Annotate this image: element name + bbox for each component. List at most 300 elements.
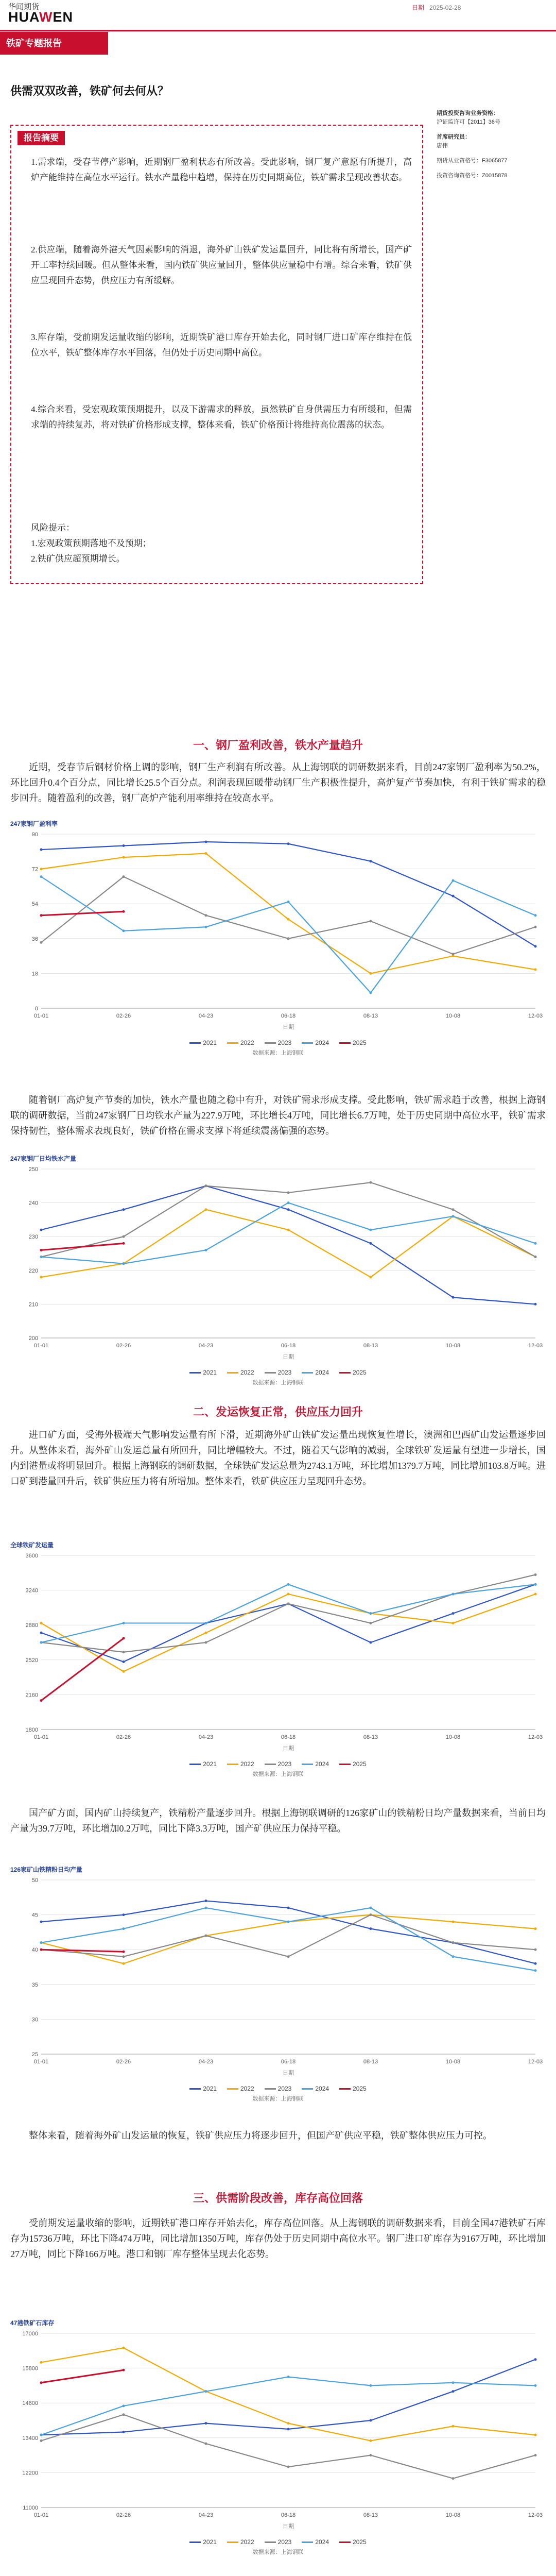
data-point-2025: [123, 910, 125, 913]
legend-label: 2024: [315, 1760, 329, 1768]
legend-item: [265, 1369, 292, 1376]
data-point-2021: [40, 1921, 43, 1923]
advisory-no: 投资咨询资格号：Z0015878: [437, 173, 508, 179]
data-point-2024: [452, 1593, 455, 1596]
data-point-2022: [40, 2361, 43, 2364]
legend-item: [265, 1039, 292, 1046]
section-2-paragraph-1: 进口矿方面，受海外极端天气影响发运量有所下滑，近期海外矿山铁矿发运量出现恢复性增长，澳洲和巴西矿山发运量逐步回升。从整体来看，海外矿山发运总量有所回升，同比增幅较大。不过，随着天气影响的减弱，全球铁矿发运量有望进一步增长，国内到港量或将明显回升。根据上海钢联的调研数据，全球铁矿发运总量为2743.1万吨，环比增加1379.7万吨，同比增加103.8万吨。进口矿到港量回升后，铁矿供应压力将有所增加。整体来看，铁矿供应压力呈现回升态势。: [10, 1430, 546, 1486]
legend-item: [339, 2538, 367, 2546]
legend-label: 2025: [353, 2538, 367, 2546]
series-line-2023: [41, 877, 535, 954]
y-tick-label: 72: [31, 866, 38, 873]
data-point-2023: [40, 2439, 43, 2442]
legend-item: [189, 2538, 217, 2546]
x-tick-label: 02-26: [116, 1013, 131, 1019]
qualification-no: 期货从业资格号：F3065877: [437, 158, 508, 164]
data-point-2022: [452, 1921, 455, 1923]
legend-item: [227, 1039, 254, 1046]
y-tick-label: 14600: [22, 2400, 38, 2407]
data-point-2023: [452, 1208, 455, 1211]
x-tick-label: 06-18: [281, 1013, 296, 1019]
y-tick-label: 3600: [25, 1553, 38, 1559]
data-point-2023: [40, 941, 43, 944]
legend-item: [339, 1039, 367, 1046]
chart-profit-rate: [10, 819, 546, 1057]
legend-item: [227, 1760, 254, 1768]
data-point-2023: [123, 1955, 125, 1958]
legend-swatch: [227, 1764, 238, 1765]
series-line-2024: [41, 2377, 535, 2435]
section-2-paragraph-2: 国产矿方面，国内矿山持续复产，铁精粉产量逐步回升。根据上海钢联调研的126家矿山的铁精粉日均产量数据来看，当前日均产量为39.7万吨，环比增加0.2万吨，同比下降3.3万吨，国产矿供应压力保持平稳。: [10, 1808, 546, 1834]
legend-label: 2021: [203, 1039, 217, 1046]
chart-legend: [10, 1760, 546, 1768]
x-tick-label: 08-13: [363, 1343, 378, 1349]
legend-label: 2022: [240, 1760, 254, 1768]
data-point-2021: [123, 1660, 125, 1663]
x-tick-label: 12-03: [528, 2512, 543, 2518]
data-point-2022: [287, 2422, 290, 2425]
series-line-2025: [41, 1950, 124, 1952]
x-tick-label: 04-23: [198, 1734, 214, 1740]
report-date: 日期 2025-02-28: [412, 4, 461, 11]
data-point-2022: [370, 1276, 372, 1278]
data-point-2021: [205, 2422, 207, 2425]
data-point-2024: [534, 914, 537, 917]
data-point-2024: [534, 1242, 537, 1245]
legend-label: 2023: [277, 1760, 292, 1768]
data-point-2024: [370, 2384, 372, 2387]
legend-label: 2022: [240, 1369, 254, 1376]
y-tick-label: 200: [28, 1335, 38, 1342]
data-point-2023: [123, 1651, 125, 1653]
y-tick-label: 220: [28, 1267, 38, 1274]
legend-swatch: [189, 1042, 201, 1044]
series-line-2022: [41, 854, 535, 974]
chart-legend: [10, 2538, 546, 2546]
report-category-tag: 铁矿专题报告: [0, 32, 108, 55]
data-point-2021: [370, 860, 372, 862]
legend-item: [227, 1369, 254, 1376]
data-point-2025: [40, 1249, 43, 1251]
data-point-2023: [287, 1955, 290, 1958]
report-title: 供需双双改善，铁矿何去何从？: [10, 84, 169, 97]
data-point-2023: [205, 1184, 207, 1187]
y-tick-label: 15800: [22, 2365, 38, 2372]
legend-swatch: [265, 1372, 276, 1374]
data-point-2024: [452, 1215, 455, 1217]
data-point-2021: [40, 1229, 43, 1231]
legend-swatch: [302, 2088, 313, 2090]
data-point-2024: [40, 1641, 43, 1644]
legend-item: [302, 1760, 329, 1768]
legend-label: 2024: [315, 2085, 329, 2092]
data-point-2022: [123, 1962, 125, 1965]
legend-label: 2022: [240, 1039, 254, 1046]
y-tick-label: 3240: [25, 1587, 38, 1594]
data-point-2024: [370, 1612, 372, 1615]
legend-item: [302, 1369, 329, 1376]
data-point-2025: [123, 1951, 125, 1953]
chart-svg: [10, 1549, 546, 1760]
series-line-2021: [41, 1901, 535, 1964]
data-point-2025: [40, 1948, 43, 1951]
x-tick-label: 06-18: [281, 2512, 296, 2518]
x-tick-label: 04-23: [198, 2512, 214, 2518]
legend-swatch: [189, 1372, 201, 1374]
summary-paragraph-4: 4.综合来看，受宏观政策预期提升，以及下游需求的释放，虽然铁矿自身供需压力有所缓和，但需求端的持续复苏，将对铁矿价格形成支撑，整体来看，铁矿价格预计将维持高位震荡的状态。: [31, 404, 412, 430]
legend-item: [302, 2538, 329, 2546]
x-tick-label: 12-03: [528, 1734, 543, 1740]
legend-item: [265, 1760, 292, 1768]
data-point-2023: [452, 953, 455, 955]
data-point-2024: [205, 926, 207, 928]
data-point-2021: [452, 895, 455, 897]
section-2-paragraph-3: 整体来看，随着海外矿山发运量的恢复，铁矿供应压力将逐步回升，但国产矿供应平稳，铁矿整体供应压力可控。: [29, 2130, 492, 2141]
data-point-2021: [123, 1913, 125, 1916]
chart-title: 47港铁矿石库存: [10, 2319, 55, 2327]
x-tick-label: 01-01: [33, 2059, 49, 2065]
data-point-2022: [534, 1927, 537, 1930]
chart-svg: [10, 1874, 546, 2085]
x-tick-label: 08-13: [363, 2059, 378, 2065]
y-tick-label: 11000: [23, 2505, 38, 2511]
legend-label: 2025: [353, 2085, 367, 2092]
data-point-2023: [534, 1948, 537, 1951]
chart-legend: [10, 1039, 546, 1046]
legend-item: [339, 1369, 367, 1376]
legend-label: 2025: [353, 1369, 367, 1376]
legend-swatch: [227, 2088, 238, 2090]
data-point-2021: [452, 1296, 455, 1299]
y-tick-label: 2520: [25, 1657, 38, 1664]
data-point-2021: [40, 1632, 43, 1634]
legend-label: 2024: [315, 2538, 329, 2546]
data-point-2023: [123, 875, 125, 878]
data-point-2022: [205, 1208, 207, 1211]
summary-paragraph-1: 1.需求端，受春节停产影响，近期钢厂盈利状态有所改善。受此影响，钢厂复产意愿有所提升，高炉产能维持在高位水平运行。铁水产量稳中趋增，保持在历史同期高位，铁矿需求呈现改善状态。: [31, 157, 412, 182]
data-point-2023: [370, 2454, 372, 2456]
chart-source: 数据来源：上海钢联: [252, 1380, 304, 1386]
data-point-2021: [452, 2390, 455, 2393]
x-tick-label: 12-03: [528, 1013, 543, 1019]
y-tick-label: 240: [28, 1200, 38, 1207]
data-point-2023: [370, 1622, 372, 1624]
data-point-2022: [452, 1622, 455, 1624]
y-tick-label: 35: [31, 1981, 38, 1988]
summary-risk-item: 1.宏观政策预期落地不及预期；: [31, 538, 151, 548]
summary-risk-item: 2.铁矿供应超预期增长。: [31, 554, 125, 564]
legend-item: [189, 1369, 217, 1376]
data-point-2021: [452, 1612, 455, 1615]
x-tick-label: 08-13: [363, 1013, 378, 1019]
legend-swatch: [339, 2088, 351, 2090]
data-point-2022: [123, 856, 125, 859]
legend-item: [265, 2085, 292, 2092]
data-point-2021: [123, 844, 125, 847]
data-point-2024: [287, 1921, 290, 1923]
analyst-name: 唐伟: [437, 143, 448, 149]
data-point-2023: [452, 2477, 455, 2480]
y-tick-label: 54: [31, 901, 38, 908]
legend-swatch: [189, 1764, 201, 1765]
series-line-2022: [41, 2348, 535, 2441]
y-tick-label: 17000: [22, 2331, 38, 2337]
x-tick-label: 01-01: [33, 1013, 49, 1019]
chart-svg: [10, 1163, 546, 1369]
x-tick-label: 10-08: [445, 1013, 461, 1019]
x-tick-label: 06-18: [281, 2059, 296, 2065]
y-tick-label: 18: [31, 971, 38, 977]
data-point-2025: [40, 914, 43, 917]
x-tick-label: 12-03: [528, 1343, 543, 1349]
data-point-2023: [123, 1235, 125, 1238]
legend-item: [302, 1039, 329, 1046]
data-point-2024: [205, 1249, 207, 1251]
data-point-2024: [123, 1262, 125, 1265]
x-axis-label: 日期: [283, 2523, 294, 2530]
x-tick-label: 12-03: [528, 2059, 543, 2065]
x-tick-label: 02-26: [116, 1343, 131, 1349]
license-label: 期货投资咨询业务资格：: [437, 110, 499, 116]
data-point-2023: [205, 1935, 207, 1937]
data-point-2024: [123, 929, 125, 932]
data-point-2022: [205, 1632, 207, 1634]
chart-title: 全球铁矿发运量: [10, 1541, 54, 1549]
x-tick-label: 02-26: [116, 1734, 131, 1740]
data-point-2024: [534, 1583, 537, 1586]
legend-label: 2025: [353, 1039, 367, 1046]
x-tick-label: 02-26: [116, 2059, 131, 2065]
data-point-2024: [205, 2390, 207, 2393]
legend-item: [339, 1760, 367, 1768]
legend-swatch: [265, 2541, 276, 2543]
y-tick-label: 30: [31, 2016, 38, 2023]
data-point-2024: [287, 901, 290, 903]
legend-label: 2024: [315, 1369, 329, 1376]
chart-source: 数据来源：上海钢联: [252, 1050, 304, 1056]
x-axis-label: 日期: [283, 1024, 294, 1030]
data-point-2022: [287, 918, 290, 921]
summary-paragraph-3: 3.库存端，受前期发运量收缩的影响，近期铁矿港口库存开始去化，同时钢厂进口矿库存维持在低位水平，铁矿整体库存水平回落，但仍处于历史同期中高位。: [31, 332, 412, 358]
section-1-paragraph-2: 随着钢厂高炉复产节奏的加快，铁水产量也随之稳中有升，对铁矿需求形成支撑。受此影响，铁矿需求趋于改善，根据上海钢联的调研数据，当前247家钢厂日均铁水产量为227.9万吨，环比增长4万吨，同比增长6.7万吨，处于历史同期中高位水平，铁矿需求保持韧性，整体需求表现良好，铁矿价格在需求支撑下将延续震荡偏强的态势。: [10, 1095, 546, 1136]
chart-title: 247家钢厂盈利率: [10, 820, 58, 827]
data-point-2023: [287, 1602, 290, 1605]
legend-swatch: [227, 1372, 238, 1374]
x-tick-label: 01-01: [33, 2512, 49, 2518]
legend-label: 2023: [277, 1369, 292, 1376]
data-point-2021: [534, 1303, 537, 1306]
legend-swatch: [339, 2541, 351, 2543]
x-tick-label: 04-23: [198, 1343, 214, 1349]
data-point-2021: [287, 2428, 290, 2430]
data-point-2023: [287, 1191, 290, 1194]
data-point-2022: [534, 2434, 537, 2436]
legend-label: 2025: [353, 1760, 367, 1768]
legend-item: [189, 1039, 217, 1046]
series-line-2024: [41, 877, 535, 993]
chart-source: 数据来源：上海钢联: [252, 2549, 304, 2555]
data-point-2022: [40, 1622, 43, 1624]
data-point-2021: [123, 2431, 125, 2433]
series-line-2021: [41, 1584, 535, 1662]
chart-svg: [10, 2327, 546, 2538]
chart-legend: [10, 1369, 546, 1376]
chart-title: 126家矿山铁精粉日均产量: [10, 1866, 83, 1873]
legend-item: [189, 2085, 217, 2092]
y-tick-label: 12200: [22, 2470, 38, 2477]
data-point-2023: [534, 1573, 537, 1576]
x-tick-label: 01-01: [33, 1343, 49, 1349]
data-point-2022: [534, 1593, 537, 1596]
legend-swatch: [189, 2541, 201, 2543]
data-point-2021: [534, 2358, 537, 2361]
data-point-2023: [534, 926, 537, 928]
data-point-2025: [123, 2369, 125, 2371]
x-tick-label: 01-01: [33, 1734, 49, 1740]
legend-swatch: [339, 1372, 351, 1374]
y-tick-label: 13400: [22, 2435, 38, 2442]
data-point-2021: [205, 1900, 207, 1902]
data-point-2024: [40, 1941, 43, 1944]
summary-risk: [31, 520, 237, 567]
data-point-2023: [370, 1181, 372, 1184]
legend-label: 2024: [315, 1039, 329, 1046]
legend-label: 2023: [277, 2085, 292, 2092]
y-tick-label: 50: [31, 1877, 38, 1884]
chart-legend: [10, 2085, 546, 2092]
chart-title: 247家钢厂日均铁水产量: [10, 1155, 77, 1162]
x-tick-label: 10-08: [445, 2512, 461, 2518]
legend-item: [189, 1760, 217, 1768]
data-point-2021: [287, 1907, 290, 1909]
x-tick-label: 10-08: [445, 2059, 461, 2065]
data-point-2024: [205, 1907, 207, 1909]
legend-label: 2021: [203, 2538, 217, 2546]
data-point-2025: [123, 1242, 125, 1245]
legend-swatch: [227, 1042, 238, 1044]
section-1-title: 一、钢厂盈利改善，铁水产量趋升: [193, 739, 363, 752]
data-point-2022: [370, 972, 372, 975]
chart-port-inventory: [10, 2318, 546, 2556]
legend-item: [227, 2085, 254, 2092]
legend-swatch: [339, 1764, 351, 1765]
data-point-2021: [287, 842, 290, 845]
data-point-2024: [287, 2376, 290, 2378]
chart-domestic-concentrate: [10, 1865, 546, 2103]
x-tick-label: 08-13: [363, 2512, 378, 2518]
legend-swatch: [189, 2088, 201, 2090]
data-point-2024: [452, 879, 455, 882]
data-point-2021: [534, 1962, 537, 1965]
chart-source: 数据来源：上海钢联: [252, 2096, 304, 2102]
data-point-2022: [452, 2425, 455, 2428]
data-point-2021: [123, 1208, 125, 1211]
legend-label: 2023: [277, 2538, 292, 2546]
chart-global-shipment: [10, 1540, 546, 1778]
series-line-2023: [41, 1575, 535, 1652]
data-point-2024: [534, 1969, 537, 1972]
x-tick-label: 06-18: [281, 1734, 296, 1740]
data-point-2024: [534, 2384, 537, 2387]
header-divider: [0, 30, 556, 31]
data-point-2021: [287, 1208, 290, 1211]
legend-swatch: [302, 1372, 313, 1374]
data-point-2023: [205, 1641, 207, 1644]
data-point-2025: [40, 2381, 43, 2384]
data-point-2023: [534, 1256, 537, 1258]
data-point-2024: [40, 2434, 43, 2436]
analyst-label: 首席研究员：: [437, 134, 471, 140]
data-point-2023: [370, 1913, 372, 1916]
legend-item: [265, 2538, 292, 2546]
legend-swatch: [265, 1042, 276, 1044]
x-tick-label: 04-23: [198, 1013, 214, 1019]
x-tick-label: 02-26: [116, 2512, 131, 2518]
data-point-2022: [287, 1229, 290, 1231]
x-tick-label: 04-23: [198, 2059, 214, 2065]
y-tick-label: 36: [31, 936, 38, 942]
data-point-2024: [123, 1622, 125, 1624]
data-point-2024: [287, 1201, 290, 1204]
x-tick-label: 08-13: [363, 1734, 378, 1740]
y-tick-label: 2160: [25, 1692, 38, 1699]
y-tick-label: 1800: [25, 1727, 38, 1733]
data-point-2021: [370, 1641, 372, 1644]
data-point-2022: [287, 1593, 290, 1596]
chart-svg: [10, 828, 546, 1039]
data-point-2023: [287, 2466, 290, 2468]
series-line-2021: [41, 842, 535, 946]
x-axis-label: 日期: [283, 1354, 294, 1360]
data-point-2021: [370, 1242, 372, 1245]
y-tick-label: 250: [28, 1166, 38, 1173]
x-axis-label: 日期: [283, 2070, 294, 2076]
x-tick-label: 06-18: [281, 1343, 296, 1349]
data-point-2023: [370, 920, 372, 923]
data-point-2022: [40, 1276, 43, 1278]
legend-label: 2022: [240, 2538, 254, 2546]
legend-swatch: [265, 2088, 276, 2090]
legend-label: 2021: [203, 2085, 217, 2092]
data-point-2021: [40, 849, 43, 851]
logo-en: HUAWEN: [8, 9, 74, 25]
summary-paragraph-2: 2.供应端，随着海外港天气因素影响的消退，海外矿山铁矿发运量回升，同比将有所增长，国产矿开工率持续回暖。但从整体来看，国内铁矿供应量回升，整体供应量稳中有增。综合来看，铁矿供应呈现回升态势，供应压力有所缓解。: [31, 245, 412, 285]
legend-swatch: [265, 1764, 276, 1765]
data-point-2024: [370, 1229, 372, 1231]
section-3-paragraph-1: 受前期发运量收缩的影响，近期铁矿港口库存开始去化，库存高位回落。从上海钢联的调研数据来看，目前全国47港铁矿石库存为15736万吨，环比下降474万吨，同比增加1350万吨，库存仍处于历史同期中高位水平。钢厂进口矿库存为9167万吨，环比增加27万吨，同比下降166万吨。港口和钢厂库存整体呈现去化态势。: [10, 2218, 546, 2259]
y-tick-label: 90: [31, 832, 38, 838]
data-point-2024: [370, 991, 372, 994]
legend-swatch: [227, 2541, 238, 2543]
data-point-2025: [123, 1637, 125, 1639]
data-point-2024: [123, 1927, 125, 1930]
license-value: 沪证监许可【2011】36号: [437, 119, 500, 125]
x-tick-label: 10-08: [445, 1343, 461, 1349]
series-line-2025: [41, 1243, 124, 1250]
data-point-2024: [205, 1622, 207, 1624]
data-point-2023: [205, 2443, 207, 2445]
y-tick-label: 2880: [25, 1622, 38, 1629]
x-tick-label: 10-08: [445, 1734, 461, 1740]
data-point-2024: [287, 1583, 290, 1586]
data-point-2023: [287, 937, 290, 940]
legend-label: 2021: [203, 1369, 217, 1376]
legend-item: [302, 2085, 329, 2092]
legend-item: [227, 2538, 254, 2546]
y-tick-label: 210: [28, 1301, 38, 1308]
data-point-2022: [40, 868, 43, 870]
series-line-2025: [41, 2370, 124, 2383]
